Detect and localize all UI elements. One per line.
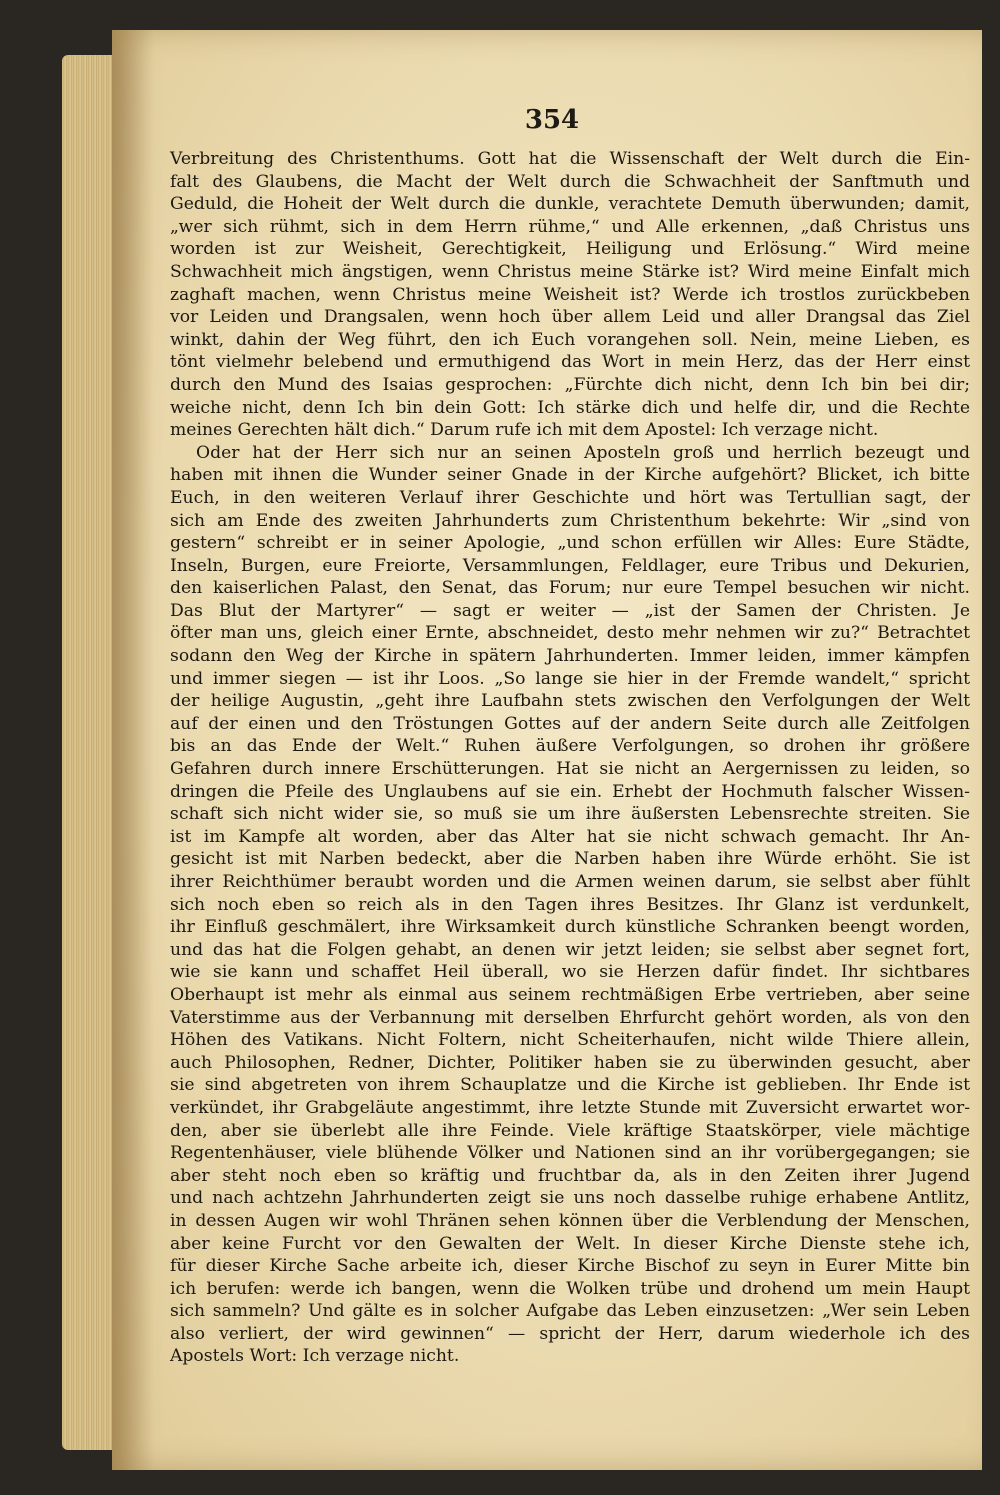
text-line: durch den Mund des Isaias gesprochen: „Fürchte dich nicht, denn Ich bin bei dir;: [170, 374, 970, 395]
text-line: Gefahren durch innere Erschütterungen. Hat sie nicht an Aergernissen zu leiden, so: [170, 759, 970, 780]
text-line: tönt vielmehr belebend und ermuthigend das Wort in mein Herz, das der Herr einst: [170, 352, 970, 373]
text-line: Oberhaupt ist mehr als einmal aus seinem rechtmäßigen Erbe vertrieben, aber seine: [170, 984, 970, 1005]
body-text: [170, 148, 970, 1368]
text-line: falt des Glaubens, die Macht der Welt durch die Schwachheit der Sanftmuth und: [170, 171, 970, 192]
text-line: sich sammeln? Und gälte es in solcher Aufgabe das Leben einzusetzen: „Wer sein Leben: [170, 1301, 970, 1322]
text-line: dringen die Pfeile des Unglaubens auf sie ein. Erhebt der Hochmuth falscher Wissen-: [170, 781, 970, 802]
text-line: wie sie kann und schaffet Heil überall, wo sie Herzen dafür findet. Ihr sichtbares: [170, 962, 970, 983]
text-line: Das Blut der Martyrer“ — sagt er weiter — „ist der Samen der Christen. Je: [170, 600, 970, 621]
text-line: Schwachheit mich ängstigen, wenn Christus meine Stärke ist? Wird meine Einfalt mich: [170, 261, 970, 282]
text-line: sodann den Weg der Kirche in spätern Jahrhunderten. Immer leiden, immer kämpfen: [170, 646, 970, 667]
spine-shadow: [112, 30, 154, 1470]
text-line: gestern“ schreibt er in seiner Apologie, „und schon erfüllen wir Alles: Eure Städte,: [170, 533, 970, 554]
text-line: Oder hat der Herr sich nur an seinen Aposteln groß und herrlich bezeugt und: [196, 442, 970, 463]
text-line: haben mit ihnen die Wunder seiner Gnade in der Kirche aufgehört? Blicket, ich bitte: [170, 465, 970, 486]
text-line: und das hat die Folgen gehabt, an denen wir jetzt leiden; sie selbst aber segnet fort,: [170, 939, 970, 960]
text-line: ihr Einfluß geschmälert, ihre Wirksamkeit durch künstliche Schranken beengt worden,: [170, 917, 970, 938]
text-line: Inseln, Burgen, eure Freiorte, Versammlungen, Feldlager, eure Tribus und Dekurien,: [170, 555, 970, 576]
text-line: meines Gerechten hält dich.“ Darum rufe ich mit dem Apostel: Ich verzage nicht.: [170, 420, 879, 441]
text-line: Verbreitung des Christenthums. Gott hat die Wissenschaft der Welt durch die Ein-: [170, 149, 970, 169]
text-line: sie sind abgetreten von ihrem Schauplatze und die Kirche ist geblieben. Ihr Ende ist: [170, 1075, 970, 1096]
text-line: also verliert, der wird gewinnen“ — spricht der Herr, darum wiederhole ich des: [170, 1323, 970, 1344]
book-page: [112, 30, 982, 1470]
text-line: aber steht noch eben so kräftig und fruchtbar da, als in den Zeiten ihrer Jugend: [170, 1165, 970, 1186]
text-line: Euch, in den weiteren Verlauf ihrer Geschichte und hört was Tertullian sagt, der: [170, 487, 970, 508]
text-line: aber keine Furcht vor den Gewalten der Welt. In dieser Kirche Dienste stehe ich,: [170, 1233, 970, 1254]
text-line: Geduld, die Hoheit der Welt durch die dunkle, verachtete Demuth überwunden; damit,: [170, 194, 970, 215]
text-line: und nach achtzehn Jahrhunderten zeigt sie uns noch dasselbe ruhige erhabene Antlitz,: [170, 1188, 970, 1209]
text-line: vor Leiden und Drangsalen, wenn hoch über allem Leid und aller Drangsal das Ziel: [170, 307, 970, 328]
text-line: in dessen Augen wir wohl Thränen sehen können über die Verblendung der Menschen,: [170, 1210, 970, 1231]
text-line: für dieser Kirche Sache arbeite ich, dieser Kirche Bischof zu seyn in Eurer Mitte bin: [170, 1256, 970, 1277]
text-line: und immer siegen — ist ihr Loos. „So lange sie hier in der Fremde wandelt,“ spricht: [170, 668, 970, 689]
text-line: bis an das Ende der Welt.“ Ruhen äußere Verfolgungen, so drohen ihr größere: [170, 736, 970, 757]
text-line: Regentenhäuser, viele blühende Völker und Nationen sind an ihr vorübergegangen; sie: [170, 1143, 970, 1164]
text-line: sich am Ende des zweiten Jahrhunderts zum Christenthum bekehrte: Wir „sind von: [170, 510, 970, 531]
text-line: den, aber sie überlebt alle ihre Feinde. Viele kräftige Staatskörper, viele mächtige: [170, 1120, 970, 1141]
page-number: 354: [524, 105, 580, 135]
text-line: auf der einen und den Tröstungen Gottes auf der andern Seite durch alle Zeitfolgen: [170, 713, 970, 734]
text-line: der heilige Augustin, „geht ihre Laufbahn stets zwischen den Verfolgungen der Welt: [170, 691, 970, 712]
text-line: worden ist zur Weisheit, Gerechtigkeit, Heiligung und Erlösung.“ Wird meine: [170, 239, 970, 260]
text-line: winkt, dahin der Weg führt, den ich Euch vorangehen soll. Nein, meine Lieben, es: [170, 329, 970, 350]
text-line: gesicht ist mit Narben bedeckt, aber die Narben haben ihre Würde erhöht. Sie ist: [170, 849, 970, 870]
text-line: Vaterstimme aus der Verbannung mit derselben Ehrfurcht gehört worden, als von den: [170, 1007, 970, 1028]
text-line: ihrer Reichthümer beraubt worden und die Armen weinen darum, sie selbst aber fühlt: [170, 872, 970, 892]
text-line: sich noch eben so reich als in den Tagen ihres Besitzes. Ihr Glanz ist verdunkelt,: [170, 894, 970, 915]
text-line: zaghaft machen, wenn Christus meine Weisheit ist? Werde ich trostlos zurückbeben: [170, 284, 970, 305]
text-line: ich berufen: werde ich bangen, wenn die Wolken trübe und drohend um mein Haupt: [170, 1278, 970, 1299]
text-line: Höhen des Vatikans. Nicht Foltern, nicht Scheiterhaufen, nicht wilde Thiere allein,: [170, 1030, 970, 1051]
text-line: ist im Kampfe alt worden, aber das Alter hat sie nicht schwach gemacht. Ihr An-: [170, 826, 970, 847]
text-line: weiche nicht, denn Ich bin dein Gott: Ich stärke dich und helfe dir, und die Rechte: [170, 397, 970, 418]
text-line: verkündet, ihr Grabgeläute angestimmt, ihre letzte Stunde mit Zuversicht erwartet wor-: [170, 1097, 970, 1118]
text-line: Apostels Wort: Ich verzage nicht.: [170, 1346, 460, 1367]
text-line: öfter man uns, gleich einer Ernte, abschneidet, desto mehr nehmen wir zu?“ Betrachtet: [170, 623, 970, 644]
text-line: den kaiserlichen Palast, den Senat, das Forum; nur eure Tempel besuchen wir nicht.: [170, 578, 970, 599]
text-line: schaft sich nicht wider sie, so muß sie um ihre äußersten Lebensrechte streiten. Sie: [170, 804, 970, 825]
text-line: auch Philosophen, Redner, Dichter, Politiker haben sie zu überwinden gesucht, aber: [170, 1052, 970, 1073]
text-line: „wer sich rühmt, sich in dem Herrn rühme,“ und Alle erkennen, „daß Christus uns: [170, 216, 970, 237]
